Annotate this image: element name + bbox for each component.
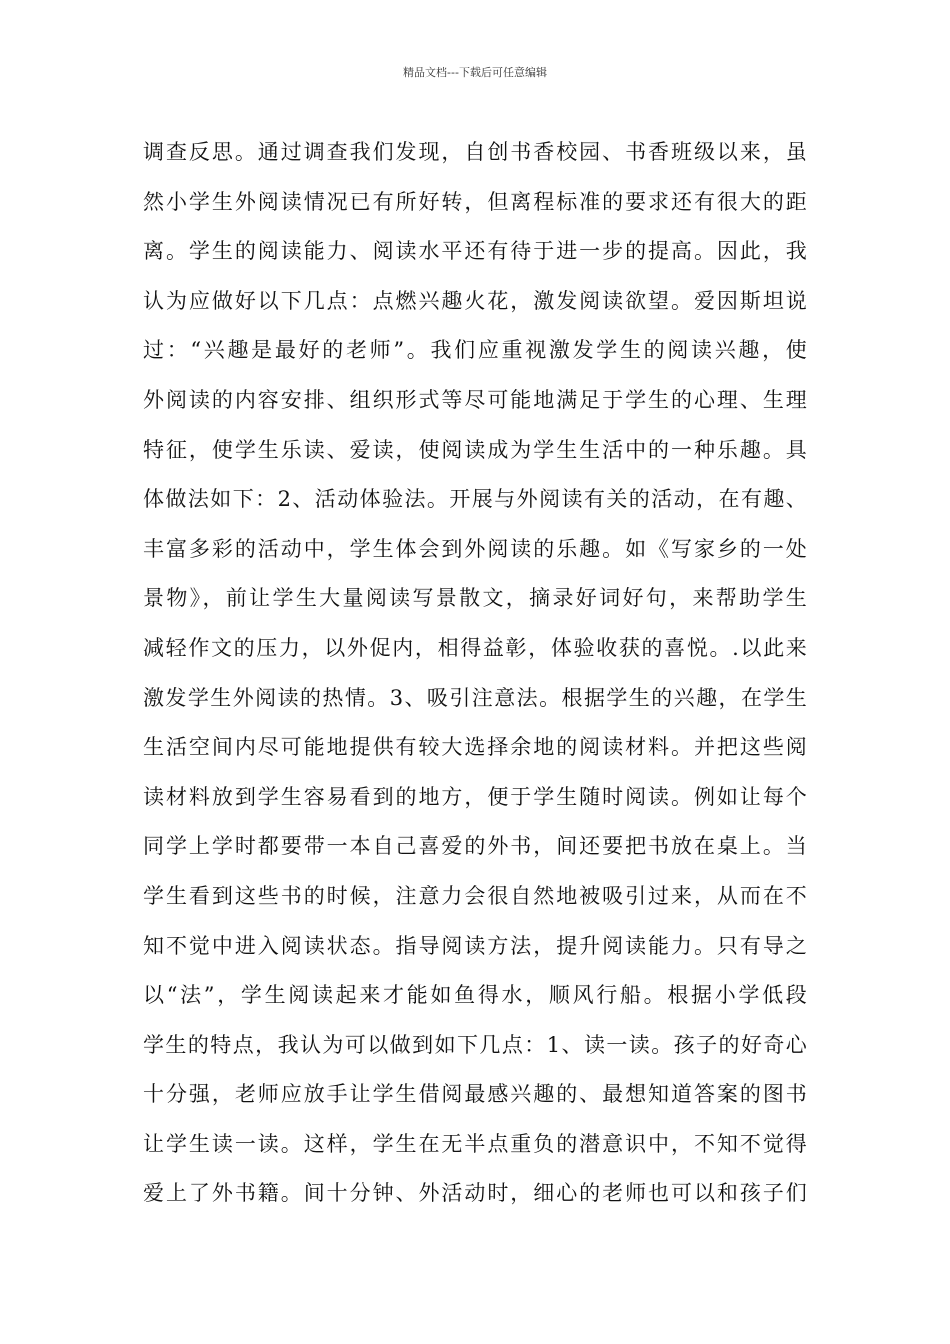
text-line: 调查反思。通过调查我们发现，自创书香校园、书香班级以来，虽 xyxy=(143,140,807,164)
text-line: 特征，使学生乐读、爱读，使阅读成为学生生活中的一种乐趣。具 xyxy=(143,437,807,462)
text-line: 减轻作文的压力，以外促内，相得益彰，体验收获的喜悦。.以此来 xyxy=(143,635,807,660)
text-line: 爱上了外书籍。间十分钟、外活动时，细心的老师也可以和孩子们 xyxy=(143,1181,807,1206)
text-line: 离。学生的阅读能力、阅读水平还有待于进一步的提高。因此，我 xyxy=(143,239,807,264)
text-line: 生活空间内尽可能地提供有较大选择余地的阅读材料。并把这些阅 xyxy=(143,735,807,760)
text-line: 以“法”，学生阅读起来才能如鱼得水，顺风行船。根据小学低段 xyxy=(143,983,807,1008)
page-header: 精品文档---下载后可任意编辑 xyxy=(403,66,547,79)
text-line: 激发学生外阅读的热情。3、吸引注意法。根据学生的兴趣，在学生 xyxy=(143,685,807,710)
text-line: 丰富多彩的活动中，学生体会到外阅读的乐趣。如《写家乡的一处 xyxy=(143,536,807,561)
text-line: 让学生读一读。这样，学生在无半点重负的潜意识中，不知不觉得 xyxy=(143,1131,807,1156)
text-line: 认为应做好以下几点：点燃兴趣火花，激发阅读欲望。爱因斯坦说 xyxy=(143,288,807,313)
document-body xyxy=(143,132,807,1223)
text-line: 然小学生外阅读情况已有所好转，但离程标准的要求还有很大的距 xyxy=(143,189,807,214)
text-line: 学生的特点，我认为可以做到如下几点：1、读一读。孩子的好奇心 xyxy=(143,1032,807,1057)
text-line: 学生看到这些书的时候，注意力会很自然地被吸引过来，从而在不 xyxy=(143,883,807,908)
text-line: 同学上学时都要带一本自己喜爱的外书，间还要把书放在桌上。当 xyxy=(143,834,807,859)
text-line: 读材料放到学生容易看到的地方，便于学生随时阅读。例如让每个 xyxy=(143,784,807,809)
text-line: 十分强，老师应放手让学生借阅最感兴趣的、最想知道答案的图书 xyxy=(143,1082,807,1107)
text-line: 外阅读的内容安排、组织形式等尽可能地满足于学生的心理、生理 xyxy=(143,387,807,412)
text-line: 过：“兴趣是最好的老师”。我们应重视激发学生的阅读兴趣，使 xyxy=(143,338,807,363)
text-line: 体做法如下：2、活动体验法。开展与外阅读有关的活动，在有趣、 xyxy=(143,487,807,512)
text-line: 景物》，前让学生大量阅读写景散文，摘录好词好句，来帮助学生 xyxy=(143,586,807,611)
text-line: 知不觉中进入阅读状态。指导阅读方法，提升阅读能力。只有导之 xyxy=(143,933,807,958)
